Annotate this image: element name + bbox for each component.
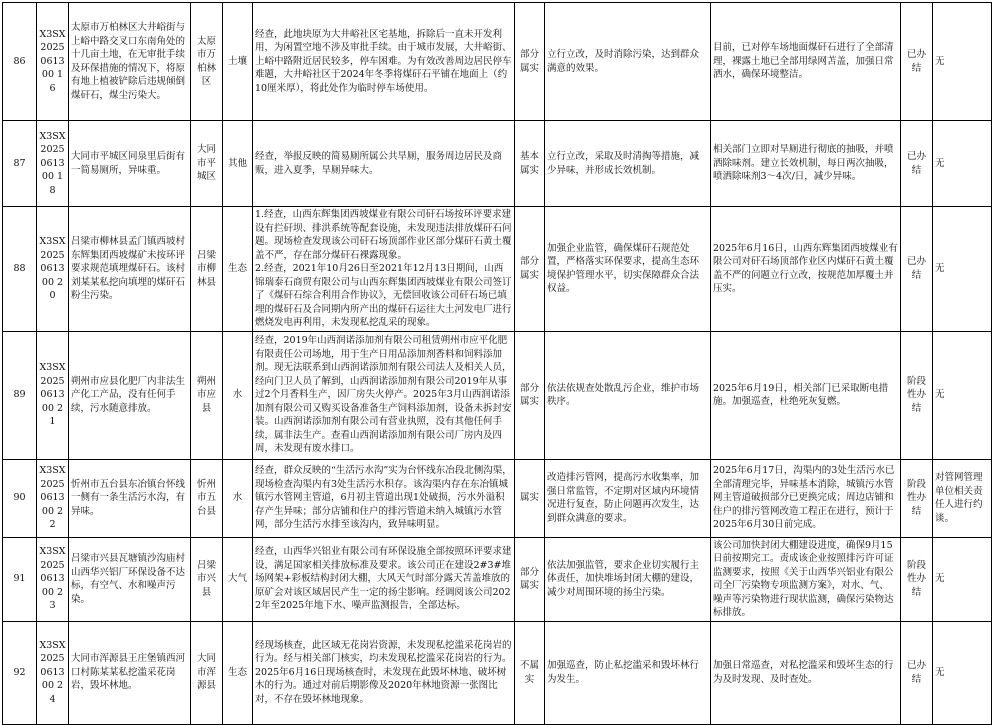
accountability-cell: 无 — [933, 121, 992, 207]
complaint-description-cell: 大同市浑源县王庄堡镇西河口村陈某某私挖滥采花岗岩，毁坏林地。 — [69, 621, 191, 724]
rectification-requirement-cell: 立行立改，及时消除污染，达到群众满意的效果。 — [545, 3, 711, 121]
investigation-findings-cell: 经查，2019年山西润诺添加剂有限公司租赁朔州市应平化肥有限责任公司场地，用于生产日用品添加剂香料和饲料添加剂。现无法联系到山西润诺添加剂有限公司法人及相关人员，经向门卫人员了解到，山西润诺添加剂有限公司2019年从事过2个月香料生产，因厂房失火停产。2025年3月山西润诺添加剂有限公司又购买设备准备生产饲料添加剂，设备未拆封安装。山西润诺添加剂有限公司有营业执照，没有其他任何手续，属非法生产。查看山西润诺添加剂有限公司厂房内及四周，未发现有废水排口。 — [253, 331, 515, 459]
investigation-findings-cell: 经查，群众反映的“生活污水沟”实为台怀线东冶段北侧沟渠，现场检查沟渠内有3处生活污水积存。该沟渠内存在东冶镇城镇污水管网主管道，6月初主管道出现1处破损，污水外溢积存产生异味；部分店铺和住户的排污管道未纳入城镇污水管网，部分生活污水排至该沟内，致异味明显。 — [253, 459, 515, 537]
investigation-findings-cell: 1.经查，山西东辉集团西坡煤业有限公司矸石场按环评要求建设有拦矸坝、排洪系统等配套设施，未发现违法排放煤矸石问题。现场检查发现该公司矸石场顶部作业区部分煤矸石黄土覆盖不严，存在部分煤矸石裸露现象。 2.经查，2021年10月26日至2021年12月13日期间，山西锦瑞泰石商贸有限公司与山西东辉集团西坡煤业有限公司签订了《煤矸石综合利用合作协议》，无偿回收该公司矸石场已填埋的煤矸石及合同期内所产出的煤矸石运往大土河发电厂进行燃烧发电再利用，未发现私挖乱采的现象。 — [253, 207, 515, 332]
case-code-cell: X3SX2025061300 24 — [37, 621, 69, 724]
complaint-description-cell: 吕梁市兴县瓦塘镇沙沟庙村山西华兴铝厂环保设备不达标，有空气、水和噪声污染。 — [69, 537, 191, 621]
row-number-cell: 88 — [3, 207, 37, 332]
pollution-category-cell: 水 — [223, 459, 253, 537]
accountability-cell: 无 — [933, 3, 992, 121]
verdict-cell: 不属实 — [515, 621, 545, 724]
accountability-cell: 无 — [933, 331, 992, 459]
rectification-progress-cell: 2025年6月16日，山西东辉集团西坡煤业有限公司对矸石场顶部作业区内煤矸石黄土覆盖不严的问题立行立改，按规范加厚覆土并压实。 — [711, 207, 901, 332]
case-code-cell: X3SX2025061300 18 — [37, 121, 69, 207]
rectification-progress-cell: 加强日常巡查，对私挖滥采和毁坏生态的行为及时发现、及时查处。 — [711, 621, 901, 724]
complaint-table — [2, 2, 992, 725]
verdict-cell: 属实 — [515, 459, 545, 537]
administrative-district-cell: 大同市平城区 — [191, 121, 223, 207]
pollution-category-cell: 其他 — [223, 121, 253, 207]
case-code-cell: X3SX2025061300 20 — [37, 207, 69, 332]
row-number-cell: 92 — [3, 621, 37, 724]
accountability-cell: 无 — [933, 537, 992, 621]
table-row — [3, 537, 992, 621]
pollution-category-cell: 大气 — [223, 537, 253, 621]
pollution-category-cell: 土壤 — [223, 3, 253, 121]
case-status-cell: 已办结 — [901, 121, 933, 207]
rectification-requirement-cell: 加强企业监管，确保煤矸石规范处置，严格落实环保要求，提高生态环境保护管理水平，切实保障群众合法权益。 — [545, 207, 711, 332]
investigation-findings-cell: 经查，此地块原为大井峪社区宅基地，拆除后一直未开发利用，为闲置空地不涉及审批手续。由于城市发展，大井峪街、上峪中路附近居民较多，停车困难。为有效改善周边居民停车难题，大井峪社区于2024年冬季将煤矸石平铺在地面上（约10厘米厚），将此处作为临时停车场使用。 — [253, 3, 515, 121]
row-number-cell: 90 — [3, 459, 37, 537]
case-code-cell: X3SX2025061300 21 — [37, 331, 69, 459]
administrative-district-cell: 忻州市五台县 — [191, 459, 223, 537]
complaint-description-cell: 太原市万柏林区大井峪街与上峪中路交叉口东南角处的十几亩土地，在无审批手续及环保措施的情况下，将原有地上植被铲除后违规倾倒煤矸石，煤尘污染大。 — [69, 3, 191, 121]
rectification-progress-cell: 2025年6月19日，相关部门已采取断电措施。加强巡查，杜绝死灰复燃。 — [711, 331, 901, 459]
case-status-cell: 阶段性办结 — [901, 537, 933, 621]
verdict-cell: 部分属实 — [515, 537, 545, 621]
complaint-description-cell: 朔州市应县化肥厂内非法生产化工产品，没有任何手续，污水随意排放。 — [69, 331, 191, 459]
administrative-district-cell: 朔州市应县 — [191, 331, 223, 459]
verdict-cell: 部分属实 — [515, 3, 545, 121]
accountability-cell: 对管网管理单位相关责任人进行约谈。 — [933, 459, 992, 537]
pollution-category-cell: 生态 — [223, 621, 253, 724]
table-row — [3, 621, 992, 724]
administrative-district-cell: 大同市浑源县 — [191, 621, 223, 724]
rectification-progress-cell: 相关部门立即对旱厕进行彻底的抽吸，并喷洒除味剂。建立长效机制，每日两次抽吸，喷洒除味剂3～4次/日，减少异味。 — [711, 121, 901, 207]
row-number-cell: 86 — [3, 3, 37, 121]
complaint-description-cell: 吕梁市柳林县孟门镇西坡村东辉集团西坡煤矿未按环评要求规范填埋煤矸石。该村刘某某私挖向填埋的煤矸石粉尘污染。 — [69, 207, 191, 332]
case-status-cell: 阶段性办结 — [901, 459, 933, 537]
verdict-cell: 基本属实 — [515, 121, 545, 207]
pollution-category-cell: 水 — [223, 331, 253, 459]
row-number-cell: 87 — [3, 121, 37, 207]
verdict-cell: 部分属实 — [515, 207, 545, 332]
investigation-findings-cell: 经现场核查，此区域无花岗岩资源，未发现私挖滥采花岗岩的行为。经与相关部门核实，均未发现私挖滥采花岗岩的行为。2025年6月16日现场核查时，未发现在此毁坏林地、破坏树木的行为。通过对前后期影像及2020年林地资源一张图比对，不存在毁坏林地现象。 — [253, 621, 515, 724]
rectification-progress-cell: 目前，已对停车场地面煤矸石进行了全部清理，裸露土地已全部用绿网苫盖，加强日常洒水，确保环境整洁。 — [711, 3, 901, 121]
rectification-requirement-cell: 立行立改，采取及时清掏等措施，减少异味，并形成长效机制。 — [545, 121, 711, 207]
accountability-cell: 无 — [933, 207, 992, 332]
rectification-requirement-cell: 依法依规查处散乱污企业，维护市场秩序。 — [545, 331, 711, 459]
administrative-district-cell: 太原市万柏林区 — [191, 3, 223, 121]
administrative-district-cell: 吕梁市兴县 — [191, 537, 223, 621]
rectification-requirement-cell: 加强巡查，防止私挖滥采和毁坏林行为发生。 — [545, 621, 711, 724]
table-row — [3, 121, 992, 207]
administrative-district-cell: 吕梁市柳林县 — [191, 207, 223, 332]
case-status-cell: 已办结 — [901, 207, 933, 332]
row-number-cell: 91 — [3, 537, 37, 621]
case-code-cell: X3SX2025061300 23 — [37, 537, 69, 621]
investigation-findings-cell: 经查，举报反映的简易厕所属公共旱厕，服务周边居民及商贩，进入夏季，旱厕异味大。 — [253, 121, 515, 207]
complaint-description-cell: 大同市平城区同泉里后街有一简易厕所，异味重。 — [69, 121, 191, 207]
case-code-cell: X3SX2025061300 22 — [37, 459, 69, 537]
complaint-description-cell: 忻州市五台县东冶镇台怀线一侧有一条生活污水沟，有异味。 — [69, 459, 191, 537]
accountability-cell: 无 — [933, 621, 992, 724]
case-code-cell: X3SX2025061300 16 — [37, 3, 69, 121]
rectification-requirement-cell: 改造排污管网，提高污水收集率，加强日常监管，不定期对区域内环境情况进行复查，防止问题再次发生，达到群众满意的要求。 — [545, 459, 711, 537]
verdict-cell: 部分属实 — [515, 331, 545, 459]
row-number-cell: 89 — [3, 331, 37, 459]
case-status-cell: 阶段性办结 — [901, 331, 933, 459]
investigation-findings-cell: 经查，山西华兴铝业有限公司有环保设施全部按照环评要求建设，满足国家相关排放标准及要求。该公司正在建设2#3#堆场网架+彩板结构封闭大棚，大风天气时部分露天苫盖堆放的原矿会对该区域居民产生一定的扬尘影响。经调阅该公司2022年至2025年地下水、噪声监测报告，全部达标。 — [253, 537, 515, 621]
case-status-cell: 已办结 — [901, 621, 933, 724]
pollution-category-cell: 生态 — [223, 207, 253, 332]
table-row — [3, 207, 992, 332]
case-status-cell: 已办结 — [901, 3, 933, 121]
rectification-progress-cell: 2025年6月17日，沟渠内的3处生活污水已全部清理完毕，异味基本消除，城镇污水管网主管道破损部分已更换完成；周边店铺和住户的排污管网改造工程正在进行，预计于2025年6月30日前完成。 — [711, 459, 901, 537]
rectification-requirement-cell: 依法加强监管，要求企业切实履行主体责任，加快堆场封闭大棚的建设，减少对周围环境的扬尘污染。 — [545, 537, 711, 621]
table-row — [3, 459, 992, 537]
table-row — [3, 3, 992, 121]
table-row — [3, 331, 992, 459]
rectification-progress-cell: 该公司加快封闭大棚建设进度，确保9月15日前按期完工。责成该企业按照排污许可证监测要求，按照《关于山西华兴铝业有限公司全厂污染物专项监测方案》，对水、气、噪声等污染物进行现状监测，确保污染物达标排放。 — [711, 537, 901, 621]
